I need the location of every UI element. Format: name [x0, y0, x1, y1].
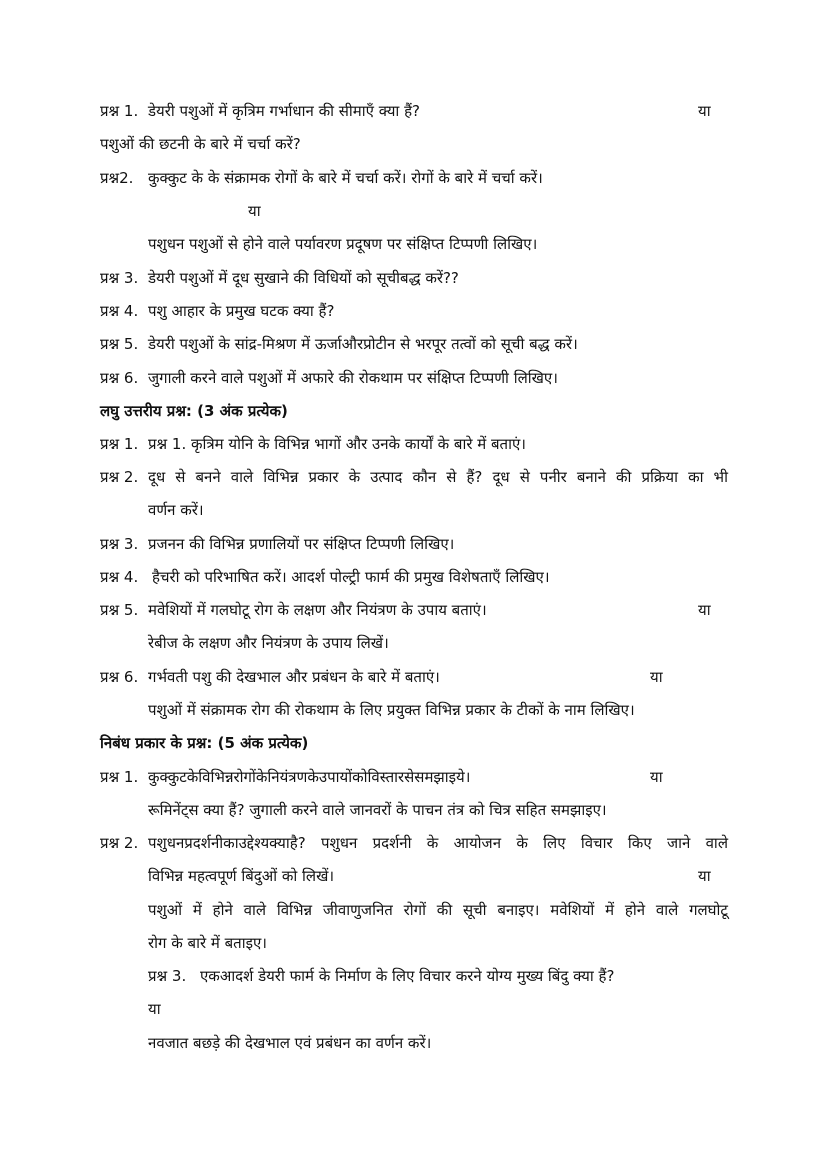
question-number: प्रश्न 6.: [100, 369, 139, 387]
question-number: प्रश्न 3.: [148, 967, 187, 985]
question-number: प्रश्न 1.: [100, 102, 139, 120]
question-text: पशु आहार के प्रमुख घटक क्या हैं?: [148, 302, 335, 320]
question-number: प्रश्न 4.: [100, 302, 139, 320]
question-number: प्रश्न 5.: [100, 601, 139, 619]
question-number: प्रश्न 1.: [100, 435, 139, 453]
question-text: प्रश्न 1. कृत्रिम योनि के विभिन्न भागों और उनके कार्यों के बारे में बताएं।: [148, 435, 526, 453]
question-text: मवेशियों में गलघोटू रोग के लक्षण और नियंत्रण के उपाय बताएं।: [148, 601, 487, 619]
question-text: डेयरी पशुओं के सांद्र-मिश्रण में ऊर्जाऔरप्रोटीन से भरपूर तत्वों को सूची बद्ध करें।: [148, 335, 578, 353]
question-text: जुगाली करने वाले पशुओं में अफारे की रोकथाम पर संक्षिप्त टिप्पणी लिखिए।: [148, 369, 558, 387]
question-number: प्रश्न 1.: [100, 768, 139, 786]
question-number: प्रश्न 6.: [100, 668, 139, 686]
question-number: प्रश्न 2.: [100, 834, 139, 852]
alternate-question-text: पशुओं की छटनी के बारे में चर्चा करें?: [100, 135, 301, 153]
question-number: प्रश्न 2.: [100, 468, 139, 486]
or-label: या: [650, 668, 663, 686]
question-text: डेयरी पशुओं में दूध सुखाने की विधियों को सूचीबद्ध करें??: [148, 269, 459, 287]
question-number: प्रश्न2.: [100, 169, 134, 187]
or-label: या: [698, 102, 711, 120]
question-text: गर्भवती पशु की देखभाल और प्रबंधन के बारे में बताएं।: [148, 668, 440, 686]
question-number: प्रश्न 3.: [100, 269, 139, 287]
section-heading-nibandh: निबंध प्रकार के प्रश्न: (5 अंक प्रत्येक): [100, 734, 309, 752]
question-text-continued: वर्णन करें।: [148, 501, 204, 519]
question-text: पशुधनप्रदर्शनीकाउद्देश्यक्याहै? पशुधन प्रदर्शनी के आयोजन के लिए विचार किए जाने वाले: [148, 834, 728, 852]
question-number: प्रश्न 3.: [100, 535, 139, 553]
or-label: या: [650, 768, 663, 786]
question-number: प्रश्न 5.: [100, 335, 139, 353]
alternate-question-text: पशुओं में होने वाले विभिन्न जीवाणुजनित रोगों की सूची बनाइए। मवेशियों में होने वाले गलघोटू: [148, 901, 728, 919]
question-text: डेयरी पशुओं में कृत्रिम गर्भाधान की सीमाएँ क्या हैं?: [148, 102, 420, 120]
question-text: कुक्कुट के के संक्रामक रोगों के बारे में चर्चा करें। रोगों के बारे में चर्चा करें।: [148, 169, 543, 187]
alternate-question-text-continued: रोग के बारे में बताइए।: [148, 934, 267, 952]
or-label: या: [698, 867, 711, 885]
question-text: एकआदर्श डेयरी फार्म के निर्माण के लिए विचार करने योग्य मुख्य बिंदु क्या हैं?: [200, 967, 615, 985]
alternate-question-text: रेबीज के लक्षण और नियंत्रण के उपाय लिखें।: [148, 634, 389, 652]
or-label: या: [248, 202, 261, 220]
alternate-question-text: नवजात बछड़े की देखभाल एवं प्रबंधन का वर्णन करें।: [148, 1034, 432, 1052]
question-text: हैचरी को परिभाषित करें। आदर्श पोल्ट्री फार्म की प्रमुख विशेषताएँ लिखिए।: [152, 568, 550, 586]
question-text: प्रजनन की विभिन्न प्रणालियों पर संक्षिप्त टिप्पणी लिखिए।: [148, 535, 455, 553]
alternate-question-text: रूमिनेंट्स क्या हैं? जुगाली करने वाले जानवरों के पाचन तंत्र को चित्र सहित समझाइए।: [148, 801, 607, 819]
alternate-question-text: पशुओं में संक्रामक रोग की रोकथाम के लिए प्रयुक्त विभिन्न प्रकार के टीकों के नाम लिखिए।: [148, 701, 635, 719]
question-text: दूध से बनने वाले विभिन्न प्रकार के उत्पाद कौन से हैं? दूध से पनीर बनाने की प्रक्रिया का भी: [148, 468, 728, 486]
question-text: कुक्कुटकेविभिन्नरोगोंकेनियंत्रणकेउपायोंकोविस्तारसेसमझाइये।: [148, 768, 471, 786]
question-text-continued: विभिन्न महत्वपूर्ण बिंदुओं को लिखें।: [148, 867, 335, 885]
question-number: प्रश्न 4.: [100, 568, 139, 586]
section-heading-laghu: लघु उत्तरीय प्रश्न: (3 अंक प्रत्येक): [100, 402, 288, 420]
or-label: या: [698, 601, 711, 619]
or-label: या: [148, 1000, 161, 1018]
alternate-question-text: पशुधन पशुओं से होने वाले पर्यावरण प्रदूषण पर संक्षिप्त टिप्पणी लिखिए।: [148, 235, 538, 253]
